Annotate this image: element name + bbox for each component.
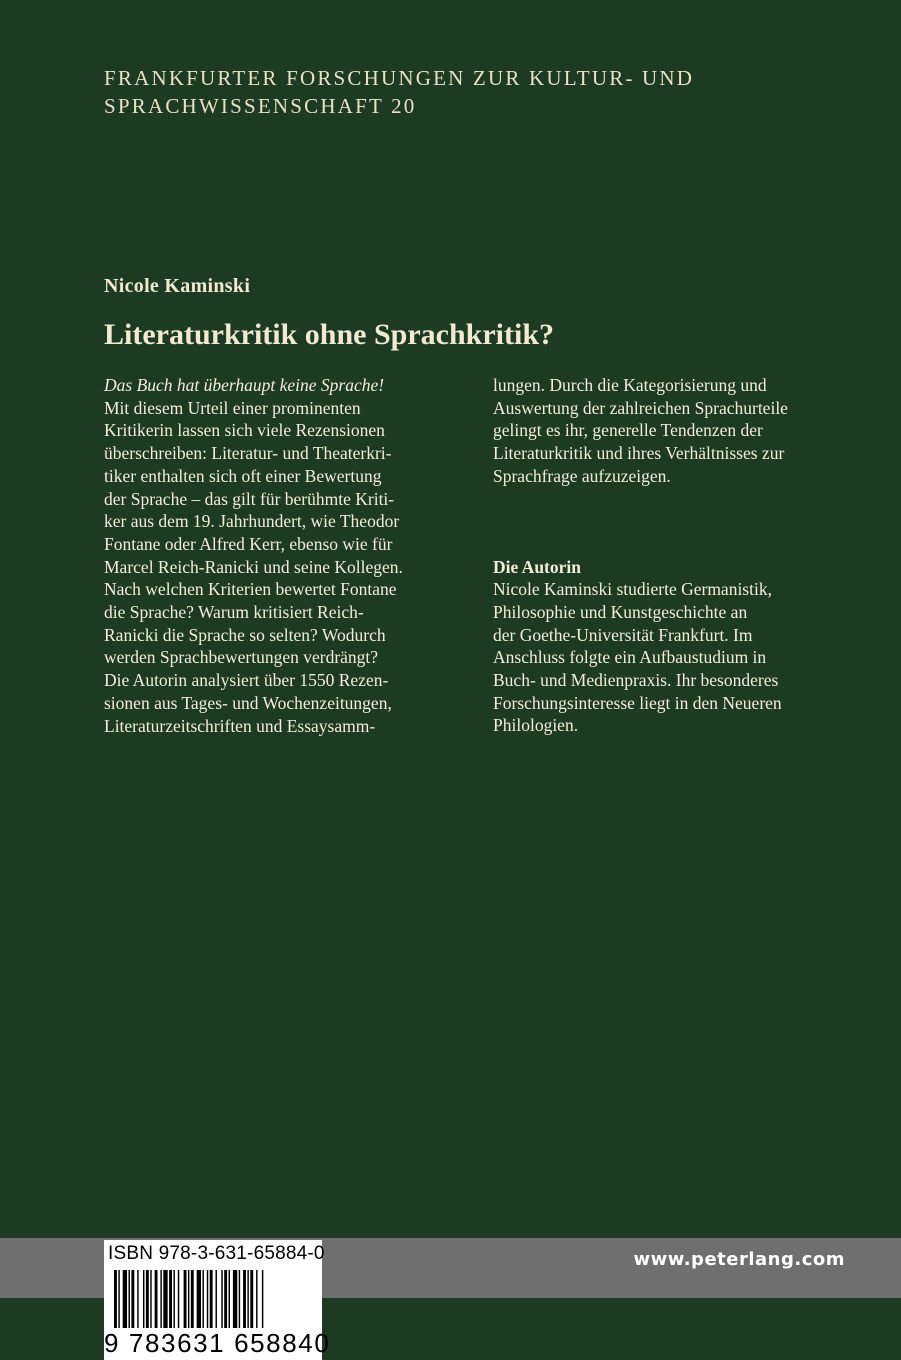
bio-line: Nicole Kaminski studierte Germanistik, — [493, 579, 772, 600]
blurb-line: die Sprache? Warum kritisiert Reich- — [104, 602, 364, 623]
publisher-url: www.peterlang.com — [633, 1249, 845, 1270]
blurb-line: Nach welchen Kriterien bewertet Fontane — [104, 579, 397, 600]
bio-line: Philosophie und Kunstgeschichte an — [493, 601, 748, 622]
blurb-line: Literaturkritik und ihres Verhältnisses zur — [493, 443, 785, 464]
series-title — [104, 64, 864, 120]
blurb-line: Literaturzeitschriften und Essaysamm- — [104, 715, 376, 736]
blurb-line: Ranicki die Sprache so selten? Wodurch — [104, 624, 386, 645]
blurb-line: Kritikerin lassen sich viele Rezensionen — [104, 420, 385, 441]
ean-number: 9 783631 658840 — [104, 1328, 331, 1358]
blurb-line: Fontane oder Alfred Kerr, ebenso wie für — [104, 533, 393, 554]
blurb-line: der Sprache – das gilt für berühmte Kriti- — [104, 488, 395, 509]
blurb-line: Auswertung der zahlreichen Sprachurteile — [493, 397, 788, 418]
blurb-line: überschreiben: Literatur- und Theaterkri- — [104, 443, 392, 464]
blurb-line: Die Autorin analysiert über 1550 Rezen- — [104, 670, 389, 691]
blurb-line: Mit diesem Urteil einer prominenten — [104, 397, 361, 418]
bio-line: Anschluss folgte ein Aufbaustudium in — [493, 647, 767, 668]
blurb-right-column — [493, 374, 863, 737]
blurb-line: Sprachfrage aufzuzeigen. — [493, 465, 671, 486]
book-title: Literaturkritik ohne Sprachkritik? — [104, 318, 555, 351]
blurb-left-column — [104, 374, 474, 737]
series-line-1: FRANKFURTER FORSCHUNGEN ZUR KULTUR- UND — [104, 66, 695, 90]
bio-heading: Die Autorin — [493, 556, 581, 577]
blurb-line: ker aus dem 19. Jahrhundert, wie Theodor — [104, 511, 400, 532]
blurb-line: sionen aus Tages- und Wochenzeitungen, — [104, 692, 392, 713]
blurb-quote: Das Buch hat überhaupt keine Sprache! — [104, 375, 385, 395]
series-line-2: SPRACHWISSENSCHAFT 20 — [104, 94, 417, 118]
bio-line: Buch- und Medienpraxis. Ihr besonderes — [493, 670, 779, 691]
bio-line: Philologien. — [493, 715, 579, 736]
bio-line: Forschungsinteresse liegt in den Neueren — [493, 692, 782, 713]
blurb-line: Marcel Reich-Ranicki und seine Kollegen. — [104, 556, 403, 577]
blurb-line: gelingt es ihr, generelle Tendenzen der — [493, 420, 763, 441]
author-name: Nicole Kaminski — [104, 275, 251, 297]
blurb-line: tiker enthalten sich oft einer Bewertung — [104, 465, 382, 486]
bio-line: der Goethe-Universität Frankfurt. Im — [493, 624, 753, 645]
blurb-line: werden Sprachbewertungen verdrängt? — [104, 647, 379, 668]
blurb-line: lungen. Durch die Kategorisierung und — [493, 375, 767, 395]
section-spacer — [493, 488, 863, 556]
isbn-label: ISBN 978-3-631-65884-0 — [108, 1243, 325, 1264]
isbn-barcode — [104, 1240, 331, 1360]
